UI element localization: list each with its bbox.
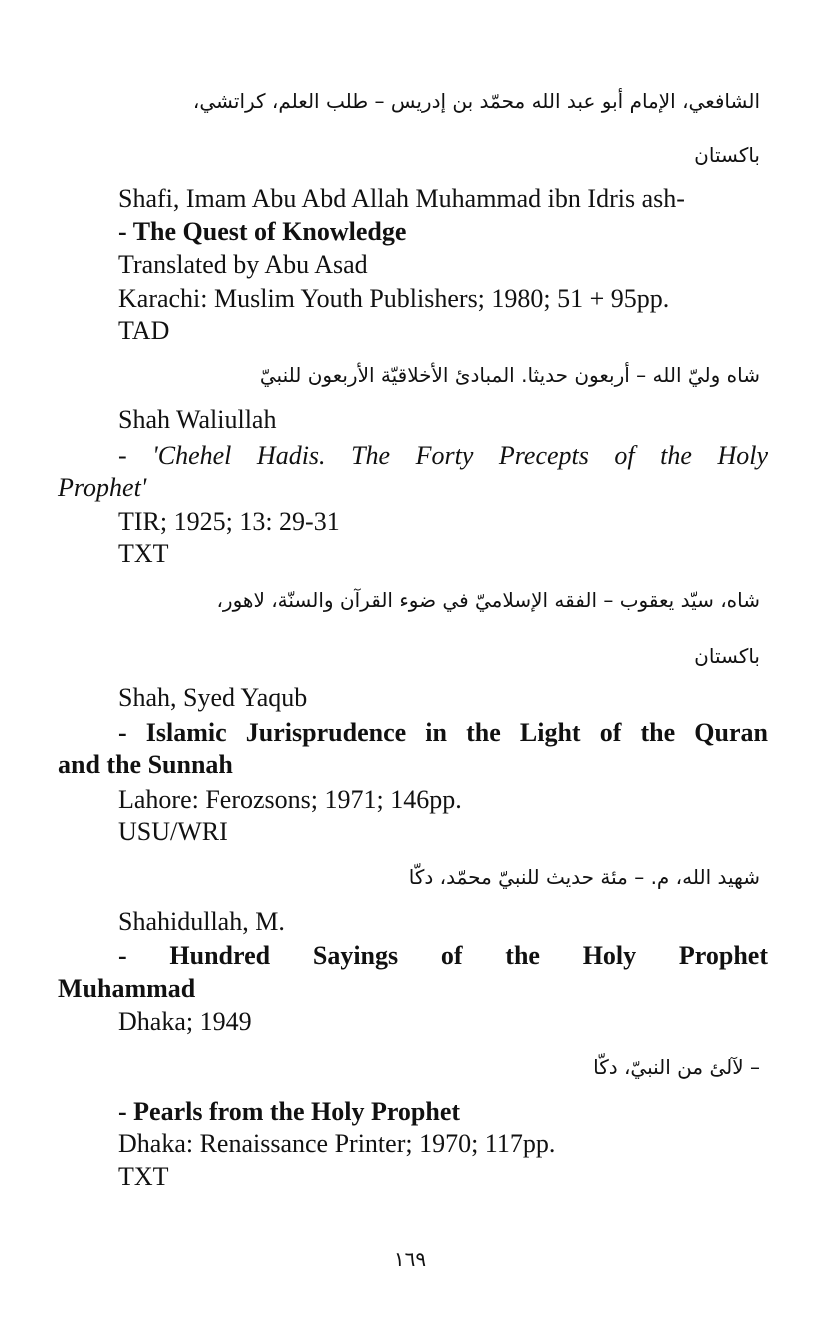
entry-4-author: Shahidullah, M.	[118, 907, 285, 936]
entry-2-title-line1: - 'Chehel Hadis. The Forty Precepts of the Holy	[118, 441, 768, 470]
entry-3-title-line2: and the Sunnah	[58, 750, 233, 779]
entry-2-arabic: شاه وليّ الله – أربعون حديثا. المبادئ الأخلاقيّة الأربعون للنبيّ	[259, 363, 760, 387]
entry-3-arabic: شاه، سيّد يعقوب – الفقه الإسلاميّ في ضوء القرآن والسنّة، لاهور،	[216, 588, 760, 612]
page-number: ١٦٩	[393, 1247, 427, 1271]
entry-2-code: TXT	[118, 539, 169, 568]
entry-4-title-line2: Muhammad	[58, 974, 196, 1003]
entry-1-arabic: الشافعي، الإمام أبو عبد الله محمّد بن إدريس – طلب العلم، كراتشي،	[192, 89, 760, 113]
entry-1-note: Translated by Abu Asad	[118, 250, 368, 279]
entry-1-title: - The Quest of Knowledge	[118, 217, 407, 246]
entry-1-arabic-country: باكستان	[694, 143, 760, 167]
entry-2-title-line2: Prophet'	[58, 473, 147, 502]
entry-3-code: USU/WRI	[118, 817, 228, 846]
entry-5-arabic: – لآلئ من النبيّ، دكّا	[593, 1055, 760, 1079]
entry-5-publication: Dhaka: Renaissance Printer; 1970; 117pp.	[118, 1129, 556, 1158]
entry-1-code: TAD	[118, 316, 170, 345]
entry-1-author: Shafi, Imam Abu Abd Allah Muhammad ibn Idris ash-	[118, 184, 685, 213]
entry-2-publication: TIR; 1925; 13: 29-31	[118, 507, 340, 536]
entry-3-arabic-country: باكستان	[694, 644, 760, 668]
entry-4-publication: Dhaka; 1949	[118, 1007, 252, 1036]
entry-4-arabic: شهيد الله، م. – مئة حديث للنبيّ محمّد، دكّا	[408, 865, 760, 889]
entry-3-title-line1: - Islamic Jurisprudence in the Light of the Quran	[118, 718, 768, 747]
entry-3-author: Shah, Syed Yaqub	[118, 683, 308, 712]
entry-4-title-line1: - Hundred Sayings of the Holy Prophet	[118, 941, 768, 970]
entry-1-publication: Karachi: Muslim Youth Publishers; 1980; 51 + 95pp.	[118, 284, 670, 313]
entry-2-author: Shah Waliullah	[118, 405, 277, 434]
entry-5-title: - Pearls from the Holy Prophet	[118, 1097, 461, 1126]
entry-3-publication: Lahore: Ferozsons; 1971; 146pp.	[118, 785, 462, 814]
entry-5-code: TXT	[118, 1162, 169, 1191]
